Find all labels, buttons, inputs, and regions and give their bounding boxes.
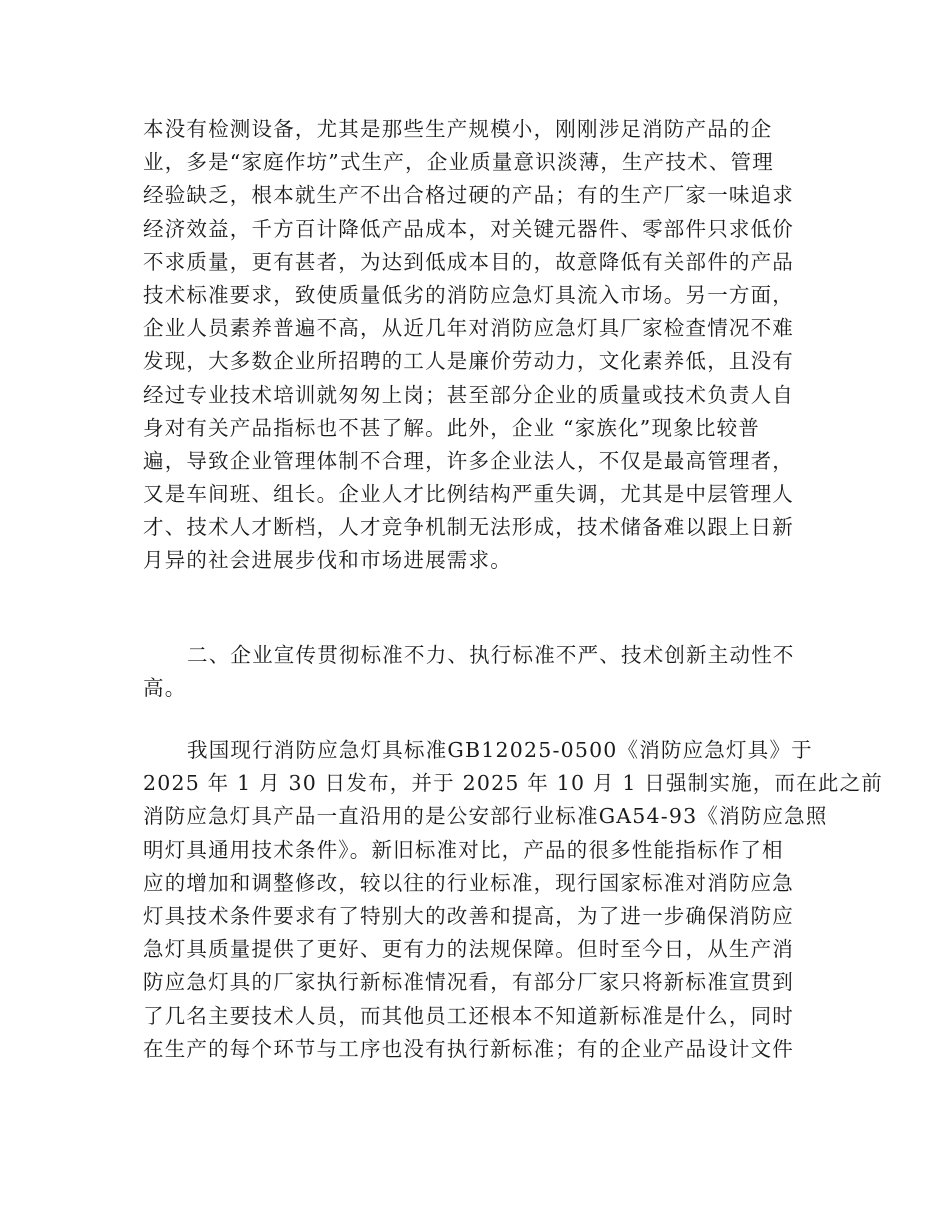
paragraph-line: 了几名主要技术人员，而其他员工还根本不知道新标准是什么，同时	[143, 1003, 794, 1028]
paragraph-line: 灯具技术条件要求有了特别大的改善和提高，为了进一步确保消防应	[143, 903, 794, 928]
paragraph-line: 消防应急灯具产品一直沿用的是公安部行业标准GA54-93《消防应急照	[143, 804, 828, 829]
paragraph-line: 急灯具质量提供了更好、更有力的法规保障。但时至今日，从生产消	[143, 937, 794, 962]
paragraph-line: 技术标准要求，致使质量低劣的消防应急灯具流入市场。另一方面，	[143, 282, 794, 307]
paragraph-line: 本没有检测设备，尤其是那些生产规模小，刚刚涉足消防产品的企	[143, 117, 773, 141]
paragraph-line: 防应急灯具的厂家执行新标准情况看，有部分厂家只将新标准宣贯到	[143, 970, 794, 995]
paragraph-line: 应的增加和调整修改，较以往的行业标准，现行国家标准对消防应急	[143, 870, 794, 895]
heading-line: 高。	[143, 676, 187, 701]
paragraph-3	[143, 734, 883, 1066]
paragraph-line: 企业人员素养普遍不高，从近几年对消防应急灯具厂家检查情况不难	[143, 316, 794, 341]
paragraph-line: 经济效益，千方百计降低产品成本，对关键元器件、零部件只求低价	[143, 216, 794, 241]
section-heading-paragraph	[143, 639, 815, 705]
paragraph-line: 发现，大多数企业所招聘的工人是廉价劳动力，文化素养低，且没有	[143, 349, 794, 374]
paragraph-line: 我国现行消防应急灯具标准GB12025-0500《消防应急灯具》于	[187, 738, 813, 762]
paragraph-1	[143, 113, 815, 578]
paragraph-line: 才、技术人才断档，人才竞争机制无法形成，技术储备难以跟上日新	[143, 515, 794, 540]
paragraph-line: 经过专业技术培训就匆匆上岗；甚至部分企业的质量或技术负责人自	[143, 382, 794, 407]
paragraph-line: 月异的社会进展步伐和市场进展需求。	[143, 548, 512, 573]
paragraph-line: 业，多是“家庭作坊”式生产，企业质量意识淡薄，生产技术、管理	[143, 150, 774, 175]
paragraph-line: 2025 年 1 月 30 日发布，并于 2025 年 10 月 1 日强制实施，而在此之前	[143, 771, 883, 796]
paragraph-line: 在生产的每个环节与工序也没有执行新标准；有的企业产品设计文件	[143, 1036, 794, 1061]
heading-line: 二、企业宣传贯彻标准不力、执行标准不严、技术创新主动性不	[187, 643, 795, 667]
paragraph-line: 明灯具通用技术条件》。新旧标准对比，产品的很多性能指标作了相	[143, 837, 784, 862]
paragraph-line: 又是车间班、组长。企业人才比例结构严重失调，尤其是中层管理人	[143, 482, 794, 507]
paragraph-line: 遍，导致企业管理体制不合理，许多企业法人，不仅是最高管理者，	[143, 448, 794, 473]
paragraph-line: 经验缺乏，根本就生产不出合格过硬的产品；有的生产厂家一味追求	[143, 183, 794, 208]
paragraph-line: 不求质量，更有甚者，为达到低成本目的，故意降低有关部件的产品	[143, 249, 794, 274]
paragraph-line: 身对有关产品指标也不甚了解。此外，企业 “家族化”现象比较普	[143, 415, 760, 440]
